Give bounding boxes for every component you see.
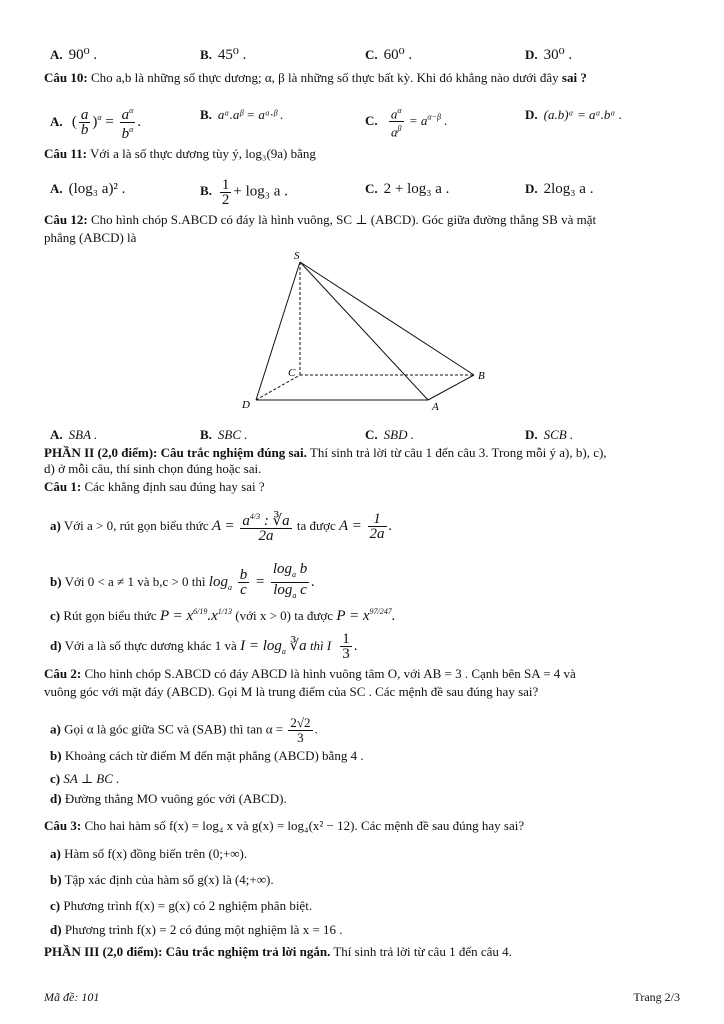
item-text: Phương trình f(x) = g(x) có 2 nghiệm phân biệt. [63, 898, 313, 913]
option-a-expr: ( $\frac{a}{b}$ )$^\alpha$ = $\frac{a^\alpha}{b^\alpha}$ . [71, 106, 142, 142]
item-text: Rút gọn biểu thức [63, 608, 157, 623]
item-text: Khoảng cách từ điểm M đến mặt phẳng (ABCD) bằng 4 . [64, 748, 364, 763]
part-2-heading [44, 445, 680, 461]
p2-q2-item-a: a) Gọi α là góc giữa SC và (SAB) thì tan α = $\frac{2√2}{3}$ . [50, 715, 318, 745]
page-number: Trang 2/3 [633, 990, 680, 1004]
section-title: PHẦN III (2,0 điểm): Câu trắc nghiệm trả lời ngắn. [44, 944, 331, 959]
item-text: Với a là số thực dương khác 1 và [64, 637, 237, 653]
option-label: B. [200, 47, 212, 62]
option-label: D. [525, 181, 538, 196]
option-b: 45⁰ . [217, 47, 247, 63]
option-c: 2 + log₃ a . [383, 181, 450, 197]
expression: A = $\frac{a^{4/3} : ∛a}{2a}$ [211, 512, 290, 544]
option-label: C. [365, 47, 378, 62]
q9-options [50, 44, 684, 66]
q11-options: A. (log₃ a)² . B. $\frac{1}{2}$ + log₃ a . C. 2 + log₃ a . D. 2log₃ a . [50, 177, 594, 208]
q12-options [50, 424, 684, 446]
question-10 [44, 70, 680, 86]
question-text: Cho hình chóp S.ABCD có đáy ABCD là hình vuông tâm O, với AB = 3 . Cạnh bên SA = 4 và [84, 666, 576, 681]
pyramid-diagram [220, 248, 500, 413]
p2-q3-item-b [50, 872, 274, 888]
p2-question-3 [44, 818, 680, 834]
p2-question-1 [44, 479, 680, 495]
question-text: Cho hình chóp S.ABCD có đáy là hình vuông, SC ⊥ (ABCD). Góc giữa đường thẳng SB và mặt [90, 212, 597, 227]
p2-q3-item-c [50, 898, 312, 914]
part-2-heading-cont [44, 461, 680, 477]
section-text-2: d) ở mỗi câu, thí sinh chọn đúng hoặc sai. [44, 461, 262, 476]
p2-q2-item-d [50, 791, 287, 807]
item-label: c) [50, 898, 61, 913]
option-a: 90⁰ . [68, 47, 98, 63]
item-label: c) [50, 771, 61, 786]
point-c: C [288, 367, 296, 379]
question-12-cont [44, 230, 680, 246]
part-3-heading [44, 944, 680, 960]
p2-q2-item-b [50, 748, 364, 764]
option-label: B. [200, 427, 212, 442]
option-d: 30⁰ . [543, 47, 573, 63]
question-text: Cho hai hàm số f(x) = log₄ x và g(x) = log₄(x² − 12). Các mệnh đề sau đúng hay sai? [84, 818, 525, 833]
item-mid: ta được [296, 517, 336, 533]
question-text: Các khẳng định sau đúng hay sai ? [84, 479, 265, 494]
item-text: Gọi α là góc giữa SC và (SAB) thì tan α = [64, 721, 284, 737]
p2-q1-item-c [50, 604, 395, 624]
item-text: Tập xác định của hàm số g(x) là (4;+∞). [64, 872, 274, 887]
question-label: Câu 12: [44, 212, 88, 227]
option-a: (log₃ a)² . [68, 181, 126, 197]
option-label: C. [365, 427, 378, 442]
point-a: A [432, 401, 439, 413]
option-label: A. [50, 113, 63, 129]
question-emphasis: sai ? [561, 70, 587, 85]
result: A = $\frac{1}{2a}$ . [338, 511, 393, 542]
item-mid: (với x > 0) ta được [235, 608, 334, 623]
question-label: Câu 1: [44, 479, 82, 494]
item-text: Với 0 < a ≠ 1 và b,c > 0 thì [64, 573, 206, 589]
p2-q1-item-b [50, 562, 315, 603]
expression: $I = \log_a$ ∛a [240, 637, 307, 656]
option-label: A. [50, 47, 63, 62]
result: $P = x^{97/247}$. [336, 607, 396, 624]
option-label: C. [365, 112, 378, 128]
option-d-expr: (a.b)ᵅ = aᵅ.bᵅ . [543, 107, 623, 122]
question-label: Câu 2: [44, 666, 82, 681]
question-text: Cho a,b là những số thực dương; α, β là những số thực bất kỳ. Khi đó khẳng nào dưới đây [90, 70, 559, 85]
item-label: a) [50, 721, 61, 737]
option-d: 2log₃ a . [543, 181, 594, 197]
p2-q3-item-d [50, 922, 343, 938]
item-label: d) [50, 791, 62, 806]
section-text: Thí sinh trả lời từ câu 1 đến câu 4. [333, 944, 512, 959]
question-text-2: vuông góc với mặt đáy (ABCD). Gọi M là trung điểm của SC . Các mệnh đề sau đúng hay sai? [44, 684, 539, 699]
option-c-expr: $\frac{a^\alpha}{a^\beta}$ = $a^{\alpha-\beta}$ . [390, 106, 448, 140]
item-mid: thì I [309, 637, 332, 653]
item-label: b) [50, 748, 62, 763]
p2-q1-item-d [50, 632, 358, 661]
question-12 [44, 212, 680, 228]
p2-q3-item-a [50, 846, 247, 862]
question-label: Câu 10: [44, 70, 88, 85]
p2-q1-item-a [50, 510, 392, 543]
p2-question-2 [44, 666, 680, 682]
exam-code: Mã đề: 101 [44, 990, 100, 1004]
item-label: b) [50, 573, 62, 589]
point-b: B [478, 370, 485, 382]
option-b-expr: aᵅ.aᵝ = aᵅ·ᵝ . [217, 107, 284, 122]
question-text-2: phẳng (ABCD) là [44, 230, 137, 245]
item-label: a) [50, 517, 61, 533]
item-text: Phương trình f(x) = 2 có đúng một nghiệm là x = 16 . [64, 922, 343, 937]
option-a: SBA . [68, 427, 98, 442]
item-label: b) [50, 872, 62, 887]
option-d: SCB . [543, 427, 574, 442]
section-title: PHẦN II (2,0 điểm): Câu trắc nghiệm đúng sai. [44, 445, 307, 460]
item-text: Hàm số f(x) đồng biến trên (0;+∞). [64, 846, 248, 861]
option-label: D. [525, 47, 538, 62]
p2-q2-item-c [50, 771, 119, 787]
expression: $\log_a$ $\frac{b}{c}$ = $\frac{\log_a b}{\log_a c}$ . [208, 561, 316, 600]
option-c: 60⁰ . [383, 47, 413, 63]
option-b: SBC . [217, 427, 248, 442]
q10-options [50, 96, 684, 142]
item-label: a) [50, 846, 61, 861]
p2-question-2-cont [44, 684, 680, 700]
option-label: C. [365, 181, 378, 196]
item-text: SA ⊥ BC . [63, 771, 120, 786]
option-label: D. [525, 107, 538, 122]
question-label: Câu 3: [44, 818, 82, 833]
item-text: Với a > 0, rút gọn biểu thức [63, 517, 209, 533]
option-b: + log₃ a . [233, 183, 288, 200]
option-c: SBD . [383, 427, 414, 442]
question-11 [44, 146, 680, 162]
result: $\frac{1}{3}$ . [342, 631, 358, 662]
expression: $P = x^{6/19}.x^{1/13}$ [159, 607, 233, 624]
point-s: S [294, 250, 300, 262]
option-label: B. [200, 183, 212, 199]
option-label: B. [200, 107, 212, 122]
question-label: Câu 11: [44, 146, 87, 161]
point-d: D [242, 399, 250, 411]
item-text: Đường thẳng MO vuông góc với (ABCD). [64, 791, 287, 806]
item-label: d) [50, 637, 62, 653]
item-label: d) [50, 922, 62, 937]
option-label: D. [525, 427, 538, 442]
option-label: A. [50, 427, 63, 442]
section-text: Thí sinh trả lời từ câu 1 đến câu 3. Trong mỗi ý a), b), c), [309, 445, 607, 460]
option-label: A. [50, 181, 63, 196]
item-label: c) [50, 608, 61, 623]
question-text: Với a là số thực dương tùy ý, log₃(9a) bằng [90, 146, 316, 161]
